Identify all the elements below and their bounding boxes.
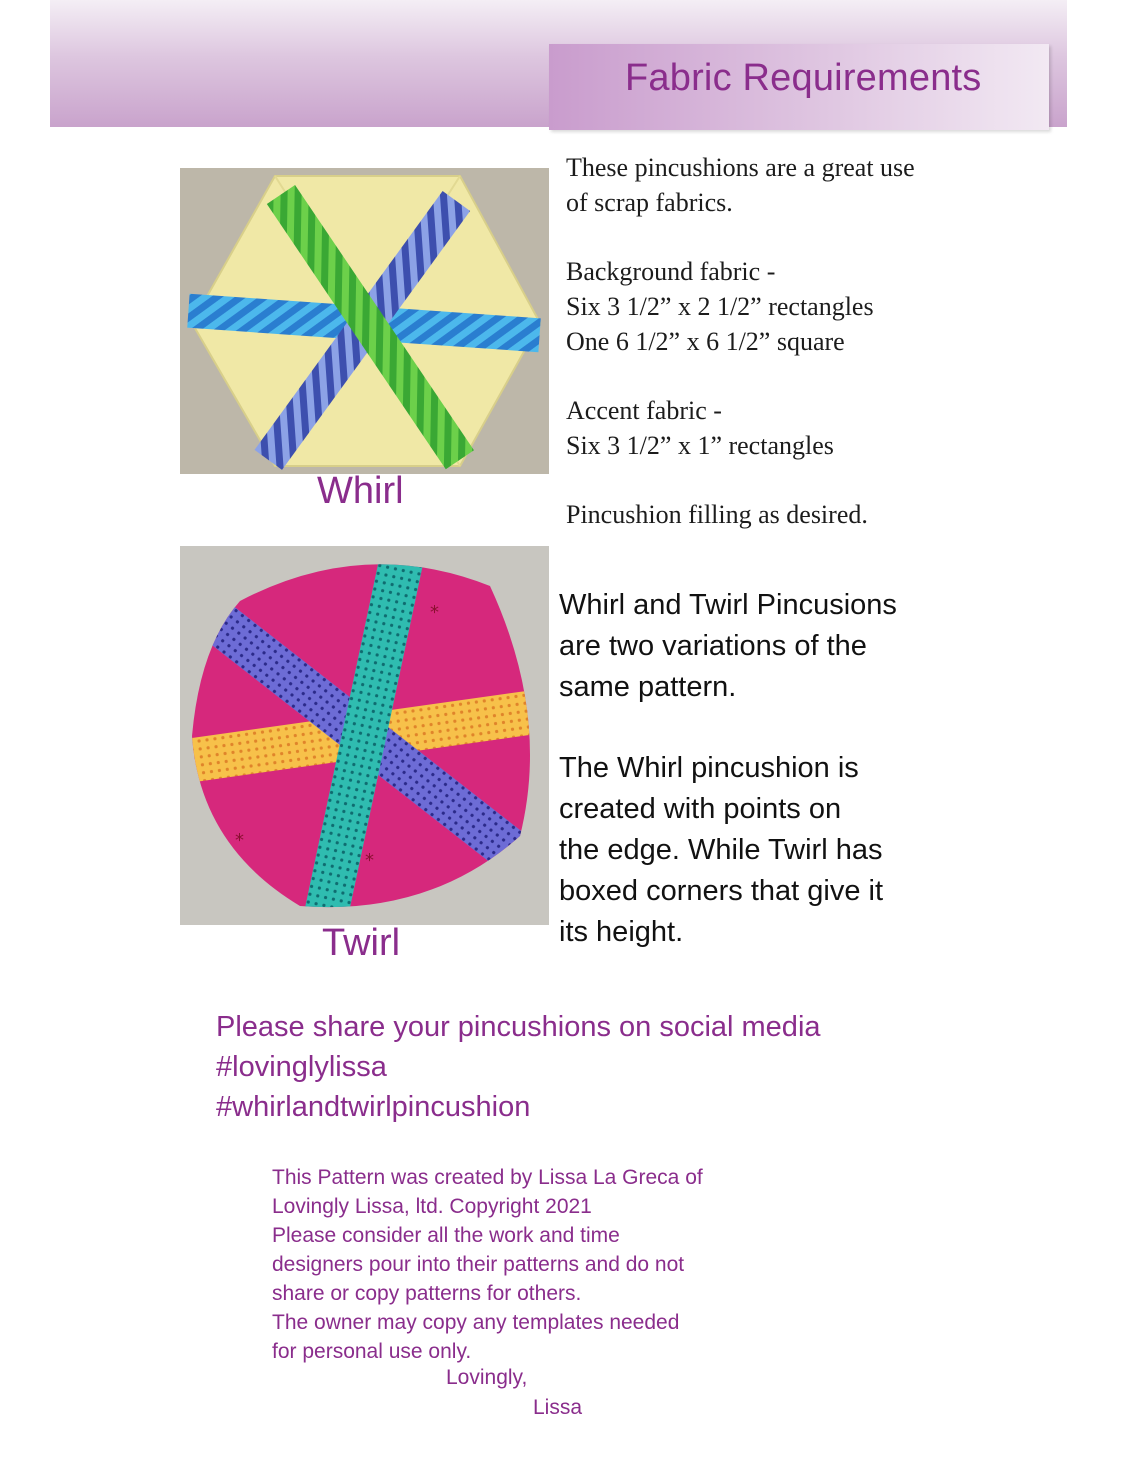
svg-text:*: * [365,850,374,871]
twirl-caption: Twirl [322,922,401,964]
share-text [216,1007,821,1127]
hashtag-whirlandtwirl: #whirlandtwirlpincushion [216,1091,531,1123]
copyright-notice: This Pattern was created by Lissa La Greca of Lovingly Lissa, ltd. Copyright 2021 Please consider all the work and time designers pour into their patterns and do not share or copy patterns for others. The owner may copy any templates needed for personal use only. [272,1166,703,1363]
filling-paragraph: Pincushion filling as desired. [566,500,868,529]
accent-fabric-paragraph: Accent fabric - Six 3 1/2” x 1” rectangles [566,396,834,460]
variations-paragraph-2: The Whirl pincushion is created with points on the edge. While Twirl has boxed corners that give it its height. [559,752,884,948]
whirl-caption: Whirl [317,470,404,512]
variations-paragraph-1: Whirl and Twirl Pincusions are two variations of the same pattern. [559,589,897,703]
twirl-pincushion-photo [180,546,549,925]
signature-closing: Lovingly, [446,1366,528,1389]
page-title: Fabric Requirements [625,57,982,99]
whirl-pincushion-photo [180,168,549,474]
fabric-requirements-text [566,150,986,532]
svg-text:*: * [235,830,244,851]
svg-text:*: * [430,602,439,623]
variations-text [559,585,959,993]
hashtag-lovinglylissa: #lovinglylissa [216,1051,387,1083]
share-line: Please share your pincushions on social media [216,1011,821,1043]
intro-paragraph: These pincushions are a great use of scrap fabrics. [566,153,915,217]
background-fabric-paragraph: Background fabric - Six 3 1/2” x 2 1/2” rectangles One 6 1/2” x 6 1/2” square [566,257,874,356]
signature-name: Lissa [533,1396,583,1419]
